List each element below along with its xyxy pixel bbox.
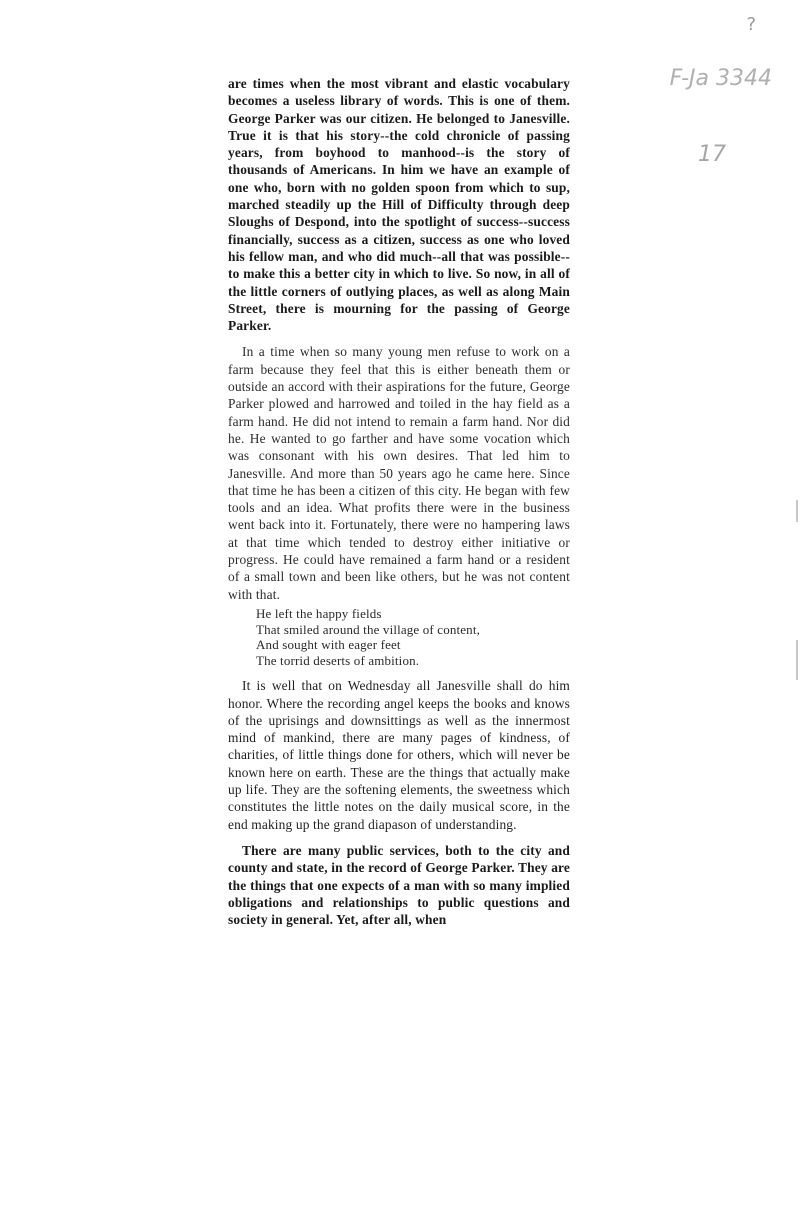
scan-edge-mark	[796, 500, 798, 522]
article-paragraph: It is well that on Wednesday all Janesville shall do him honor. Where the recording angel keeps the books and knows of the uprisings and downsittings as well as the innermost mind of mankind, there are many pages of kindness, of charities, of little things done for others, which will never be known here on earth. These are the things that actually make up life. They are the softening elements, the sweetness which constitutes the little notes on the daily musical score, in the end making up the grand diapason of understanding.	[228, 678, 570, 832]
article-column	[228, 75, 570, 928]
article-paragraph: There are many public services, both to the city and county and state, in the record of George Parker. They are the things that one expects of a man with so many implied obligations and relationships to public questions and society in general. Yet, after all, when	[228, 842, 570, 928]
handwritten-reference-note: F-Ja 3344	[669, 66, 772, 91]
handwritten-page-number: 17	[698, 142, 726, 167]
scan-edge-mark	[796, 640, 798, 680]
poem-quote: He left the happy fields That smiled around the village of content, And sought with eager feet The torrid deserts of ambition.	[256, 605, 480, 668]
margin-question-mark: ?	[746, 14, 756, 35]
article-paragraph: are times when the most vibrant and elastic vocabulary becomes a useless library of words. This is one of them. George Parker was our citizen. He belonged to Janesville. True it is that his story--the cold chronicle of passing years, from boyhood to manhood--is the story of thousands of Americans. In him we have an example of one who, born with no golden spoon from which to sup, marched steadily up the Hill of Difficulty through deep Sloughs of Despond, into the spotlight of success--success financially, success as a citizen, success as one who loved his fellow man, and who did much--all that was possible--to make this a better city in which to live. So now, in all of the little corners of outlying places, as well as along Main Street, there is mourning for the passing of George Parker.	[228, 76, 570, 334]
article-paragraph: In a time when so many young men refuse to work on a farm because they feel that this is either beneath them or outside an accord with their aspirations for the future, George Parker plowed and harrowed and toiled in the hay field as a farm hand. He did not intend to remain a farm hand. Nor did he. He wanted to go farther and have some vocation which was consonant with his own desires. That led him to Janesville. And more than 50 years ago he came here. Since that time he has been a citizen of this city. He began with few tools and an idea. What profits there were in the business went back into it. Fortunately, there were no hampering laws at that time which tended to destroy either initiative or progress. He could have remained a farm hand or a resident of a small town and been like others, but he was not content with that.	[228, 344, 570, 602]
